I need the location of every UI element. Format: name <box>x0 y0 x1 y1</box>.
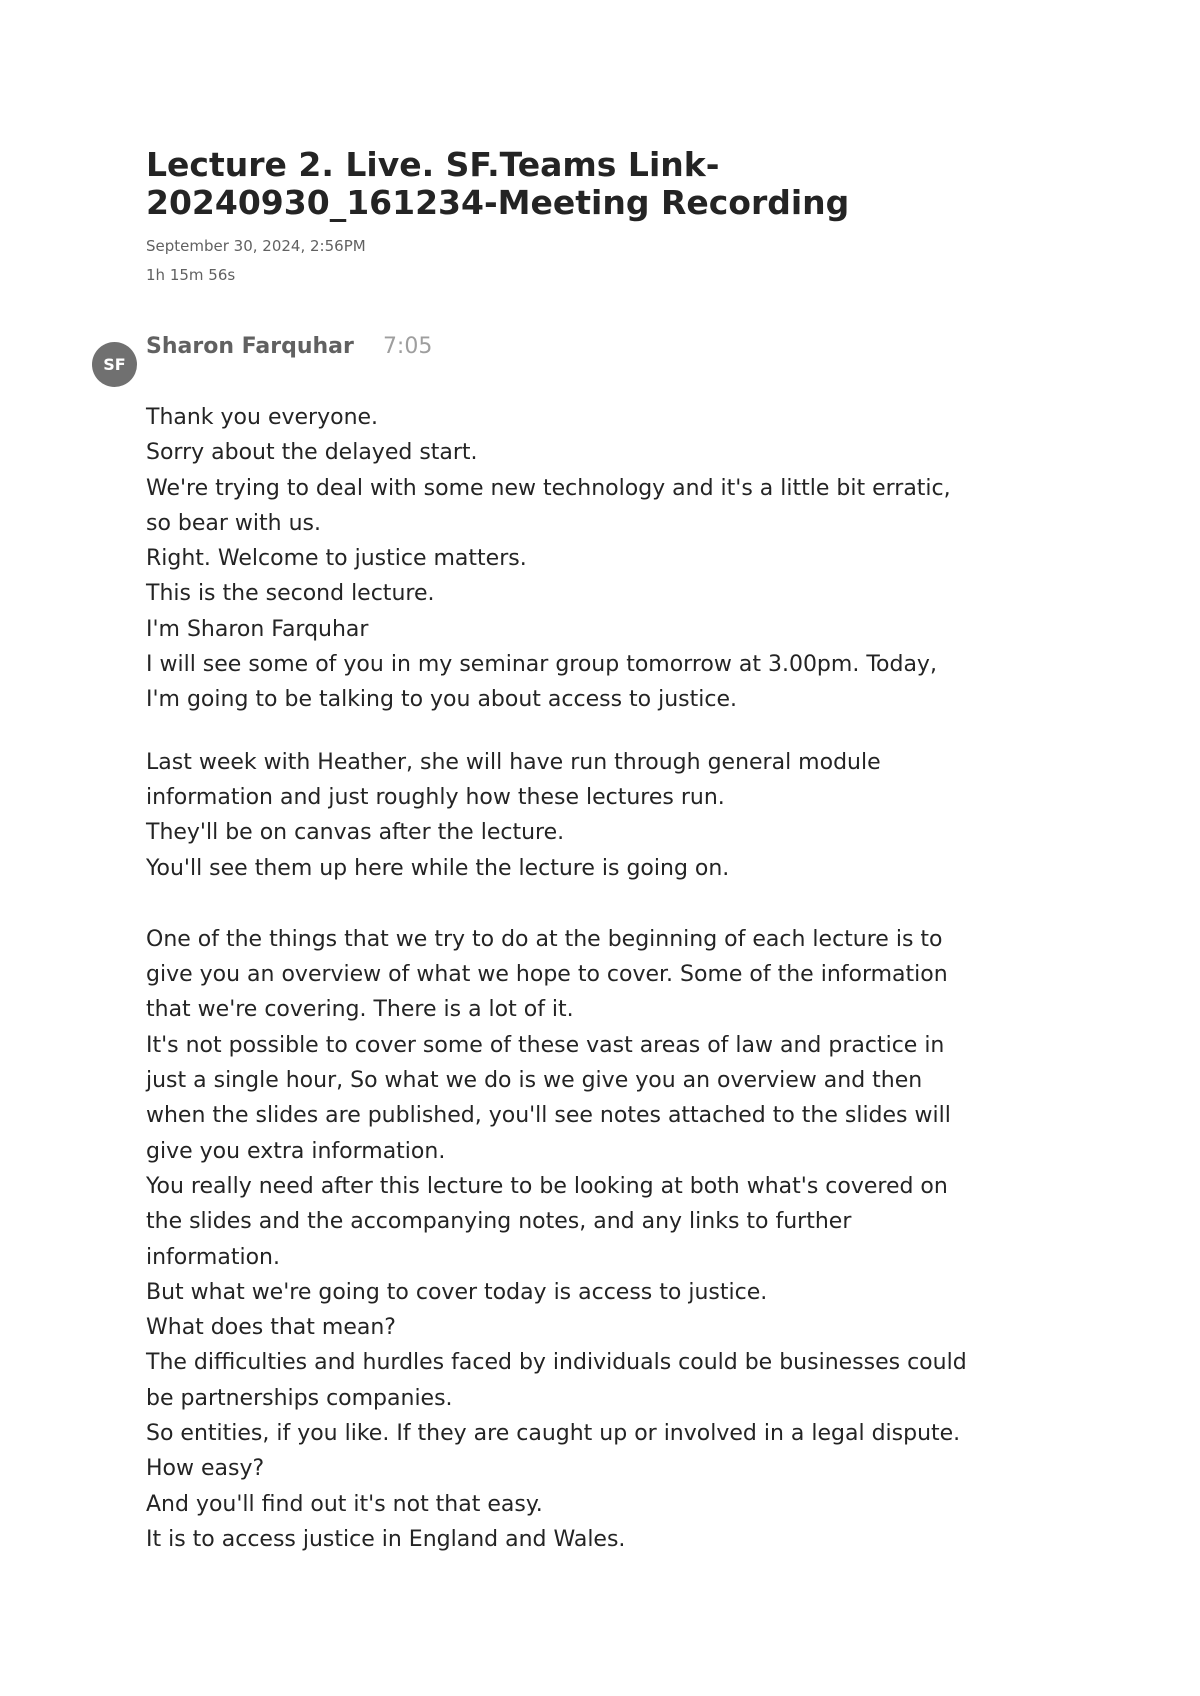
transcript-line: They'll be on canvas after the lecture. <box>146 820 565 846</box>
transcript-line: How easy? <box>146 1456 265 1482</box>
transcript-line: so bear with us. <box>146 510 322 536</box>
transcript-paragraph-3 <box>146 922 1076 1557</box>
transcript-line: information and just roughly how these lectures run. <box>146 784 725 810</box>
transcript-line: give you extra information. <box>146 1138 446 1164</box>
title-line-2: 20240930_161234-Meeting Recording <box>146 183 850 222</box>
speaker-timestamp: 7:05 <box>382 334 433 359</box>
transcript-body <box>146 400 1076 1557</box>
transcript-line: One of the things that we try to do at the beginning of each lecture is to <box>146 926 943 952</box>
paragraph-spacer <box>146 718 1076 745</box>
transcript-line: Sorry about the delayed start. <box>146 440 478 466</box>
transcript-line: Last week with Heather, she will have run through general module <box>146 749 881 775</box>
speaker-name: Sharon Farquhar <box>146 334 354 359</box>
transcript-line: be partnerships companies. <box>146 1385 453 1411</box>
transcript-paragraph-1 <box>146 400 1076 718</box>
title-line-1: Lecture 2. Live. SF.Teams Link- <box>146 145 720 184</box>
page-title <box>146 146 1106 222</box>
avatar: SF <box>92 342 137 387</box>
transcript-line: that we're covering. There is a lot of it. <box>146 997 574 1023</box>
transcript-line: when the slides are published, you'll see notes attached to the slides will <box>146 1103 951 1129</box>
meeting-duration: 1h 15m 56s <box>146 266 236 284</box>
transcript-line: But what we're going to cover today is access to justice. <box>146 1279 768 1305</box>
transcript-line: It is to access justice in England and Wales. <box>146 1526 626 1552</box>
paragraph-spacer <box>146 886 1076 922</box>
transcript-line: You'll see them up here while the lecture is going on. <box>146 855 730 881</box>
transcript-line: give you an overview of what we hope to cover. Some of the information <box>146 962 948 988</box>
transcript-line: Right. Welcome to justice matters. <box>146 546 527 572</box>
transcript-line: What does that mean? <box>146 1315 396 1341</box>
transcript-line: It's not possible to cover some of these vast areas of law and practice in <box>146 1032 945 1058</box>
transcript-line: And you'll find out it's not that easy. <box>146 1491 543 1517</box>
transcript-line: I will see some of you in my seminar group tomorrow at 3.00pm. Today, <box>146 652 937 678</box>
transcript-line: So entities, if you like. If they are caught up or involved in a legal dispute. <box>146 1421 961 1447</box>
transcript-line: This is the second lecture. <box>146 581 435 607</box>
speaker-header <box>146 332 432 362</box>
transcript-line: information. <box>146 1244 280 1270</box>
transcript-line: We're trying to deal with some new technology and it's a little bit erratic, <box>146 475 951 501</box>
transcript-line: just a single hour, So what we do is we give you an overview and then <box>146 1068 923 1094</box>
transcript-line: the slides and the accompanying notes, and any links to further <box>146 1209 852 1235</box>
transcript-line: I'm going to be talking to you about access to justice. <box>146 687 737 713</box>
transcript-paragraph-2 <box>146 745 1076 886</box>
transcript-line: Thank you everyone. <box>146 405 379 430</box>
transcript-line: I'm Sharon Farquhar <box>146 616 369 642</box>
transcript-line: You really need after this lecture to be looking at both what's covered on <box>146 1173 948 1199</box>
transcript-line: The difficulties and hurdles faced by individuals could be businesses could <box>146 1350 967 1376</box>
meeting-date: September 30, 2024, 2:56PM <box>146 237 366 255</box>
